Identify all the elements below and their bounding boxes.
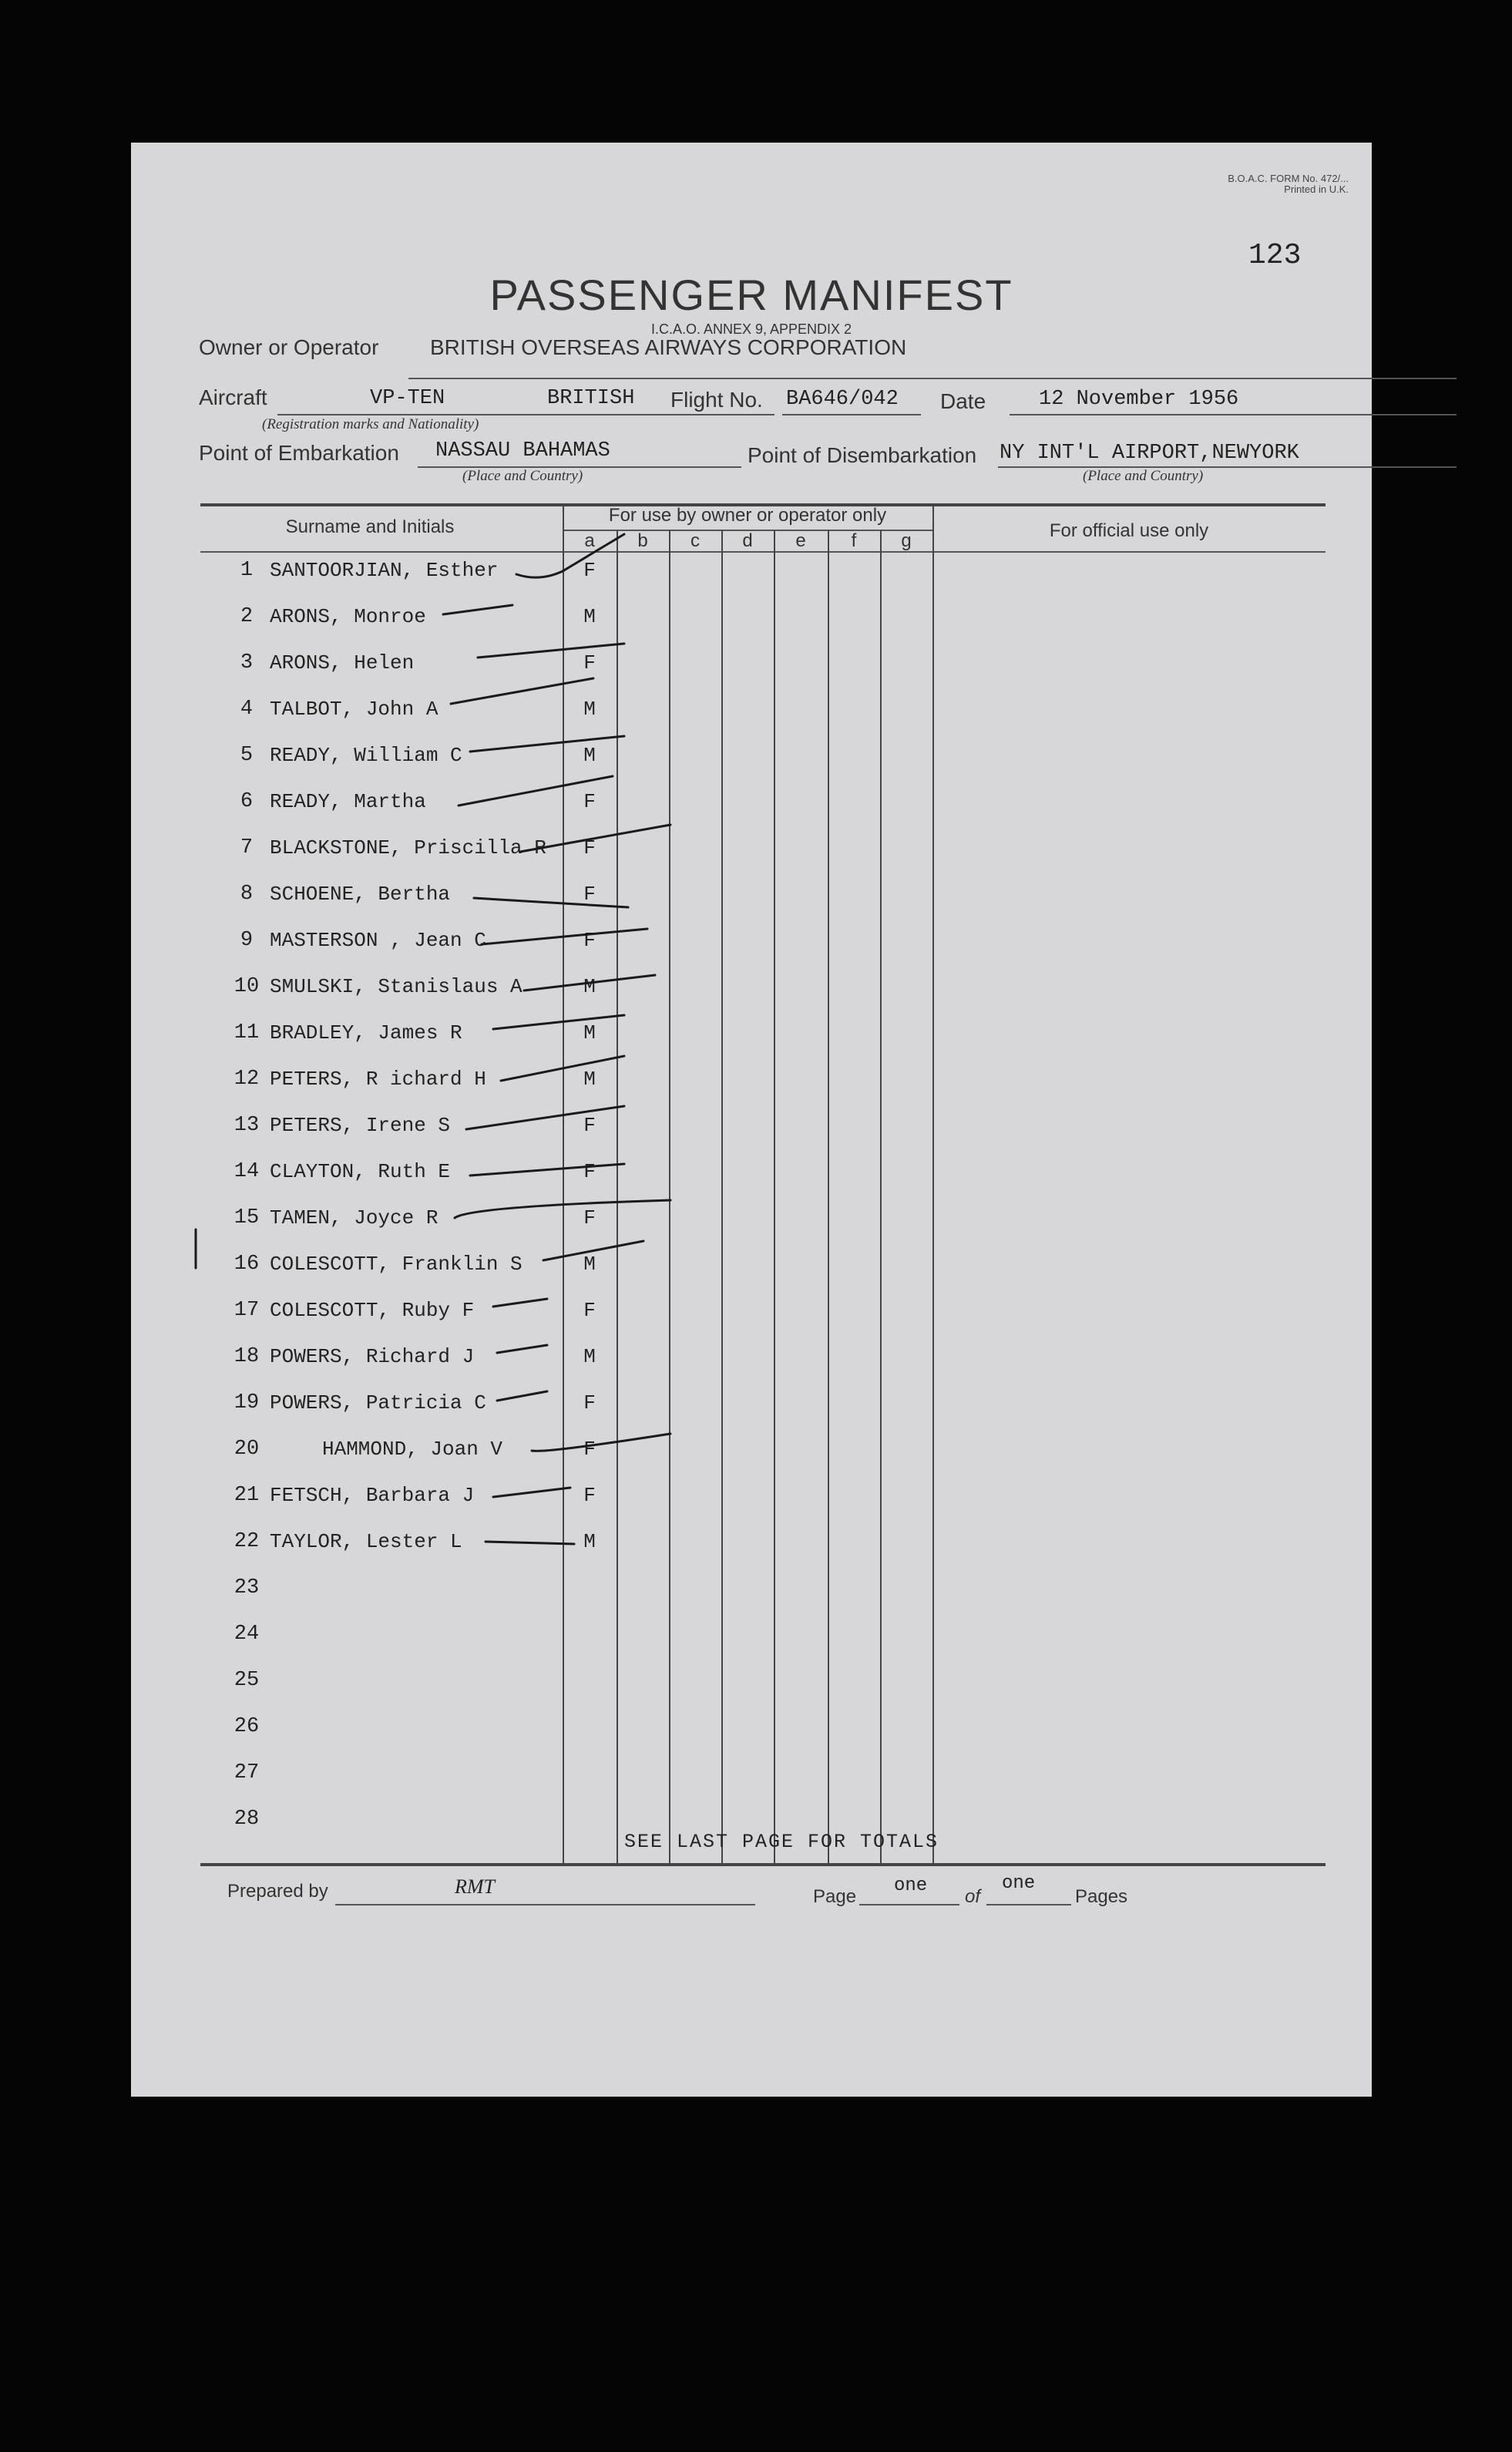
stroke-row-12 — [501, 1056, 624, 1081]
document-title: PASSENGER MANIFEST — [489, 271, 1013, 319]
totals-note: SEE LAST PAGE FOR TOTALS — [624, 1831, 939, 1853]
passenger-name: COLESCOTT, Ruby F — [270, 1299, 475, 1322]
row-number: 18 — [234, 1345, 260, 1368]
passenger-sex: M — [583, 698, 596, 721]
passenger-name: TAYLOR, Lester L — [270, 1530, 462, 1553]
flight-value: BA646/042 — [786, 388, 899, 411]
manifest-document — [131, 143, 1372, 2097]
stroke-row-20 — [532, 1434, 670, 1451]
embarkation-caption: (Place and Country) — [462, 468, 583, 484]
embarkation-label: Point of Embarkation — [199, 441, 399, 465]
passenger-sex: M — [583, 1345, 596, 1368]
passenger-name: ARONS, Monroe — [270, 605, 426, 628]
page-value: one — [894, 1875, 928, 1896]
passenger-name: ARONS, Helen — [270, 651, 415, 674]
stroke-row-17 — [493, 1299, 547, 1307]
passenger-name: HAMMOND, Joan V — [322, 1438, 503, 1461]
row-number: 15 — [234, 1206, 260, 1229]
row-number: 22 — [234, 1530, 260, 1553]
embarkation-value: NASSAU BAHAMAS — [435, 439, 610, 462]
of-label: of — [965, 1886, 981, 1907]
stroke-row-14 — [470, 1164, 624, 1176]
row-number: 13 — [234, 1114, 260, 1137]
row-number: 20 — [234, 1438, 260, 1461]
passenger-name: SANTOORJIAN, Esther — [270, 559, 499, 582]
stroke-row-19 — [497, 1391, 547, 1401]
handwritten-strokes — [131, 143, 1372, 2097]
row-number: 17 — [234, 1299, 260, 1322]
printed-in-text: Printed in U.K. — [1284, 183, 1349, 195]
passenger-sex: F — [583, 1114, 596, 1137]
pages-value: one — [1002, 1873, 1036, 1894]
stroke-row-9 — [482, 929, 647, 944]
date-value: 12 November 1956 — [1039, 388, 1239, 411]
row-number: 19 — [234, 1391, 260, 1414]
row-number: 2 — [240, 605, 254, 628]
row-number: 21 — [234, 1484, 260, 1507]
passenger-name: CLAYTON, Ruth E — [270, 1160, 451, 1183]
row-number: 28 — [234, 1808, 260, 1831]
passenger-sex: M — [583, 744, 596, 767]
row-number: 3 — [240, 651, 254, 674]
disembarkation-label: Point of Disembarkation — [748, 443, 977, 467]
passenger-sex: M — [583, 1068, 596, 1091]
passenger-sex: F — [583, 651, 596, 674]
passenger-sex: F — [583, 1206, 596, 1229]
passenger-name: PETERS, R ichard H — [270, 1068, 486, 1091]
passenger-sex: M — [583, 975, 596, 998]
disembarkation-caption: (Place and Country) — [1083, 468, 1204, 484]
form-number-text: B.O.A.C. FORM No. 472/... — [1228, 173, 1349, 184]
passenger-sex: F — [583, 1438, 596, 1461]
stroke-row-13 — [466, 1106, 624, 1129]
passenger-name: POWERS, Patricia C — [270, 1391, 486, 1414]
passenger-name: POWERS, Richard J — [270, 1345, 475, 1368]
passenger-sex: M — [583, 1530, 596, 1553]
document-subtitle: I.C.A.O. ANNEX 9, APPENDIX 2 — [650, 321, 852, 337]
stroke-row-4 — [451, 678, 593, 704]
col-f-header: f — [851, 530, 857, 551]
stroke-row-2 — [443, 605, 512, 614]
pages-label: Pages — [1075, 1886, 1128, 1907]
passenger-sex: F — [583, 883, 596, 906]
col-b-header: b — [637, 530, 648, 551]
page-stamp: 123 — [1248, 239, 1302, 272]
passenger-name: PETERS, Irene S — [270, 1114, 451, 1137]
row-number: 23 — [234, 1576, 260, 1599]
col-e-header: e — [795, 530, 806, 551]
passenger-sex: F — [583, 929, 596, 952]
stroke-row-10 — [524, 975, 655, 991]
passenger-sex: F — [583, 559, 596, 582]
stroke-row-7 — [520, 825, 670, 852]
name-column-header: Surname and Initials — [285, 516, 455, 537]
row-number: 26 — [234, 1715, 260, 1738]
aircraft-registration: VP-TEN — [370, 387, 445, 410]
stroke-row-16 — [543, 1241, 643, 1260]
passenger-sex: M — [583, 605, 596, 628]
aircraft-label: Aircraft — [199, 385, 267, 409]
passenger-name: TALBOT, John A — [270, 698, 438, 721]
passenger-name: TAMEN, Joyce R — [270, 1206, 438, 1229]
date-label: Date — [940, 389, 986, 413]
row-number: 27 — [234, 1761, 260, 1784]
stroke-row-1 — [516, 534, 624, 577]
aircraft-nationality: BRITISH — [547, 387, 635, 410]
passenger-sex: F — [583, 1391, 596, 1414]
row-number: 6 — [240, 790, 254, 813]
row-number: 25 — [234, 1669, 260, 1692]
passenger-sex: F — [583, 1160, 596, 1183]
passenger-name: BRADLEY, James R — [270, 1021, 462, 1044]
stroke-row-8 — [474, 898, 628, 907]
owner-use-header: For use by owner or operator only — [608, 505, 887, 526]
row-number: 5 — [240, 744, 254, 767]
disembarkation-value: NY INT'L AIRPORT,NEWYORK — [1000, 442, 1299, 465]
passenger-name: READY, Martha — [270, 790, 426, 813]
stroke-row-6 — [459, 776, 613, 806]
row-number: 7 — [240, 836, 254, 859]
prepared-by-label: Prepared by — [227, 1881, 328, 1902]
stroke-row-5 — [470, 736, 624, 752]
row-number: 8 — [240, 883, 254, 906]
stroke-row-22 — [486, 1542, 574, 1544]
prepared-by-value: RMT — [455, 1875, 495, 1898]
passenger-sex: M — [583, 1253, 596, 1276]
passenger-name: SCHOENE, Bertha — [270, 883, 451, 906]
passenger-name: BLACKSTONE, Priscilla R — [270, 836, 546, 859]
stroke-row-11 — [493, 1015, 624, 1029]
flight-label: Flight No. — [670, 388, 763, 412]
row-number: 4 — [240, 698, 254, 721]
passenger-sex: F — [583, 836, 596, 859]
stroke-row-21 — [493, 1488, 570, 1497]
owner-value: BRITISH OVERSEAS AIRWAYS CORPORATION — [430, 335, 907, 359]
row-number: 24 — [234, 1623, 260, 1646]
stroke-row-3 — [478, 644, 624, 658]
col-d-header: d — [742, 530, 753, 551]
passenger-name: READY, William C — [270, 744, 462, 767]
aircraft-caption: (Registration marks and Nationality) — [262, 416, 479, 432]
passenger-sex: F — [583, 790, 596, 813]
row-number: 12 — [234, 1068, 260, 1091]
col-g-header: g — [901, 530, 912, 551]
passenger-sex: M — [583, 1021, 596, 1044]
row-number: 16 — [234, 1253, 260, 1276]
stroke-row-18 — [497, 1345, 547, 1353]
page-label: Page — [813, 1886, 857, 1907]
passenger-name: MASTERSON , Jean C — [270, 929, 486, 952]
col-c-header: c — [690, 530, 700, 551]
passenger-name: COLESCOTT, Franklin S — [270, 1253, 522, 1276]
official-use-header: For official use only — [1049, 520, 1209, 541]
row-number: 1 — [240, 559, 254, 582]
passenger-name: SMULSKI, Stanislaus A — [270, 975, 522, 998]
row-number: 9 — [240, 929, 254, 952]
col-a-header: a — [584, 530, 595, 551]
stroke-row-15 — [455, 1200, 670, 1218]
row-number: 14 — [234, 1160, 260, 1183]
owner-label: Owner or Operator — [199, 335, 379, 359]
passenger-sex: F — [583, 1484, 596, 1507]
passenger-name: FETSCH, Barbara J — [270, 1484, 475, 1507]
passenger-sex: F — [583, 1299, 596, 1322]
row-number: 11 — [234, 1021, 260, 1044]
row-number: 10 — [234, 975, 260, 998]
